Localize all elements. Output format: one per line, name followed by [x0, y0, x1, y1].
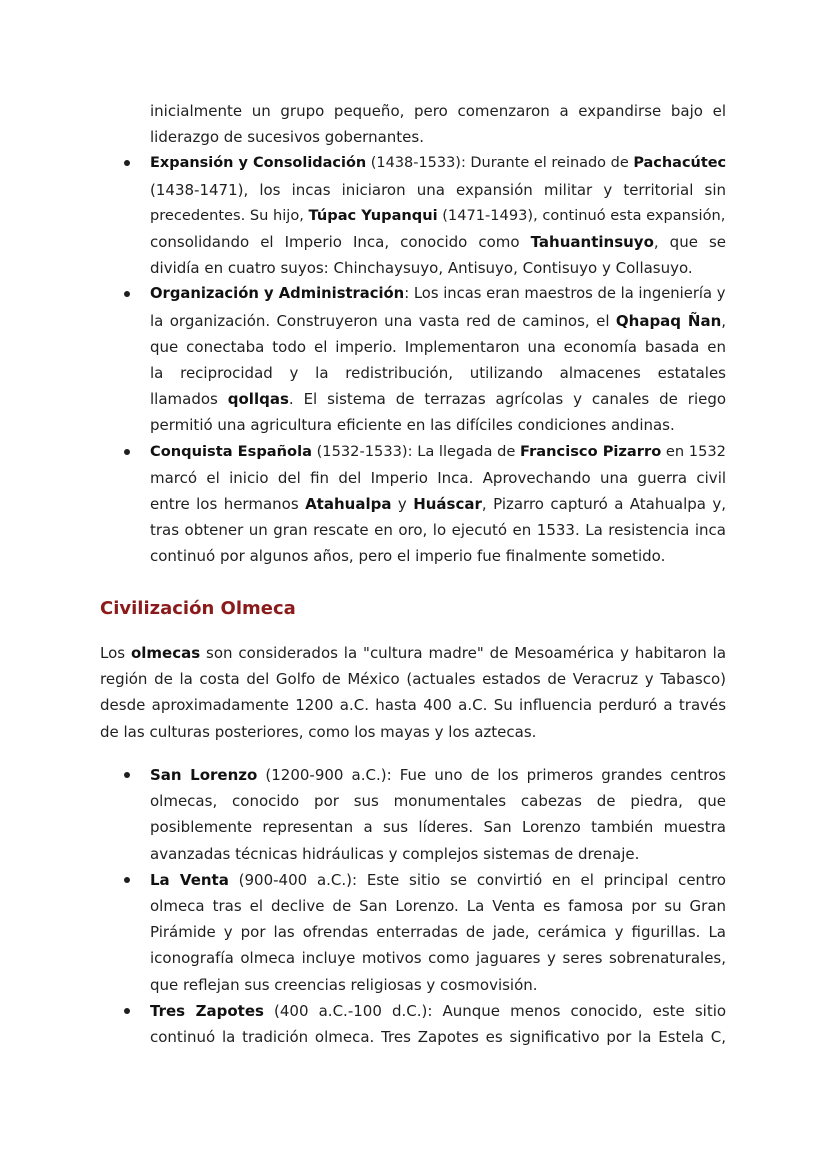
text-run: (1438-1471), los incas iniciaron una expansión militar y territorial sin	[150, 180, 727, 199]
bold-term: Pachacútec	[633, 155, 727, 172]
bold-term: Francisco Pizarro	[520, 442, 662, 460]
bullet-dot	[124, 449, 130, 455]
list-item-line	[150, 919, 726, 945]
text-run: son considerados la "cultura madre" de Mesoamérica y habitaron la	[200, 644, 727, 662]
text-run: Pirámide y por las ofrendas enterradas de jade, cerámica y figurillas. La	[150, 923, 726, 942]
text-run: posiblemente representan a sus líderes. San Lorenzo también muestra	[150, 818, 726, 837]
list-item-line	[150, 412, 726, 438]
bullet-dot	[124, 772, 130, 778]
list-item-line	[150, 762, 726, 788]
text-run: continuó por algunos años, pero el imperio fue finalmente sometido.	[150, 547, 666, 566]
list-item-line	[150, 465, 726, 491]
text-run: (1532-1533): La llegada de	[311, 442, 521, 460]
text-run: en 1532	[661, 442, 726, 460]
text-run: de las culturas posteriores, como los mayas y los aztecas.	[100, 722, 537, 741]
bold-term: Expansión y Consolidación	[150, 155, 367, 172]
text-run: (1471-1493), continuó esta expansión,	[437, 206, 726, 224]
list-item-line	[150, 788, 726, 814]
list-item-line	[150, 1024, 726, 1050]
text-run: dividía en cuatro suyos: Chinchaysuyo, Antisuyo, Contisuyo y Collasuyo.	[150, 259, 693, 278]
text-run: ,	[721, 311, 727, 330]
text-run: (1200-900 a.C.): Fue uno de los primeros grandes centros	[257, 766, 726, 784]
text-run: la reciprocidad y la redistribución, utilizando almacenes estatales	[150, 364, 727, 382]
text-run: (900-400 a.C.): Este sitio se convirtió en el principal centro	[228, 870, 726, 889]
list-item-line	[150, 308, 726, 334]
text-run: entre los hermanos	[150, 495, 306, 513]
text-run: desde aproximadamente 1200 a.C. hasta 400 a.C. Su influencia perduró a través	[100, 696, 727, 715]
text-run: que reflejan sus creencias religiosas y cosmovisión.	[150, 975, 538, 994]
section-heading-olmeca: Civilización Olmeca	[100, 598, 296, 619]
list-item-line	[150, 386, 726, 412]
text-run: iconografía olmeca incluye motivos como jaguares y seres sobrenaturales,	[150, 949, 727, 968]
list-item-line	[150, 439, 726, 465]
bold-term: Atahualpa	[305, 495, 392, 513]
paragraph-line	[100, 692, 726, 718]
bullet-dot	[124, 877, 130, 883]
list-item-line	[150, 893, 726, 919]
continuation-line: inicialmente un grupo pequeño, pero comenzaron a expandirse bajo el	[150, 102, 727, 120]
text-run: continuó la tradición olmeca. Tres Zapotes es significativo por la Estela C,	[150, 1028, 726, 1046]
list-item-line	[150, 229, 726, 255]
text-run: olmeca tras el declive de San Lorenzo. La Venta es famosa por su Gran	[150, 897, 727, 915]
list-item-line	[150, 517, 726, 543]
list-item-line	[150, 491, 726, 517]
bullet-dot	[124, 1008, 130, 1014]
list-item-line	[150, 203, 726, 229]
bold-term: Organización y Administración	[150, 285, 405, 303]
list-item-line	[150, 972, 726, 998]
list-item-line	[150, 334, 726, 360]
bullet-dot	[124, 160, 130, 166]
text-run: precedentes. Su hijo,	[150, 206, 309, 224]
text-run: consolidando el Imperio Inca, conocido como	[150, 233, 531, 251]
text-run: , que se	[653, 233, 727, 251]
bold-term: Conquista Española	[150, 442, 312, 460]
bullet-dot	[124, 291, 130, 297]
list-item-line	[150, 150, 726, 176]
list-item-line	[150, 814, 726, 840]
bold-term: San Lorenzo	[150, 766, 258, 784]
text-run: marcó el inicio del fin del Imperio Inca. Aprovechando una guerra civil	[150, 468, 727, 487]
bold-term: Tres Zapotes	[150, 1001, 264, 1020]
list-item-line	[150, 360, 726, 386]
paragraph-line	[100, 666, 726, 692]
bold-term: Huáscar	[413, 495, 482, 513]
text-run: (1438-1533): Durante el reinado de	[366, 155, 634, 172]
bold-term: Tahuantinsuyo	[530, 233, 654, 251]
paragraph-line	[100, 719, 726, 745]
bold-term: qollqas	[227, 390, 289, 409]
text-run: : Los incas eran maestros de la ingeniería y	[404, 285, 726, 303]
list-item-line	[150, 867, 726, 893]
list-item-line	[150, 281, 726, 307]
list-item-line	[150, 177, 726, 203]
text-run: llamados	[150, 390, 228, 409]
text-run: la organización. Construyeron una vasta red de caminos, el	[150, 311, 616, 330]
bold-term: olmecas	[130, 644, 201, 662]
text-run: avanzadas técnicas hidráulicas y complejos sistemas de drenaje.	[150, 844, 640, 863]
text-run: que conectaba todo el imperio. Implementaron una economía basada en	[150, 337, 726, 356]
text-run: olmecas, conocido por sus monumentales cabezas de piedra, que	[150, 792, 726, 811]
list-item-line	[150, 945, 726, 971]
text-run: (400 a.C.-100 d.C.): Aunque menos conocido, este sitio	[263, 1001, 727, 1020]
text-run: , Pizarro capturó a Atahualpa y,	[481, 495, 727, 513]
text-run: permitió una agricultura eficiente en las difíciles condiciones andinas.	[150, 416, 675, 435]
bold-term: Qhapaq Ñan	[615, 311, 722, 330]
text-run: y	[391, 495, 414, 513]
list-item-line	[150, 998, 726, 1024]
list-item-line	[150, 255, 726, 281]
list-item-line	[150, 841, 726, 867]
text-run: Los	[100, 644, 131, 662]
text-run: región de la costa del Golfo de México (actuales estados de Veracruz y Tabasco)	[100, 670, 726, 689]
text-run: tras obtener un gran rescate en oro, lo ejecutó en 1533. La resistencia inca	[150, 521, 726, 540]
paragraph-line	[100, 640, 726, 666]
text-run: . El sistema de terrazas agrícolas y canales de riego	[288, 390, 727, 409]
bold-term: La Venta	[150, 870, 229, 889]
bold-term: Túpac Yupanqui	[308, 206, 438, 224]
list-item-line	[150, 543, 726, 569]
continuation-line: liderazgo de sucesivos gobernantes.	[150, 128, 424, 147]
